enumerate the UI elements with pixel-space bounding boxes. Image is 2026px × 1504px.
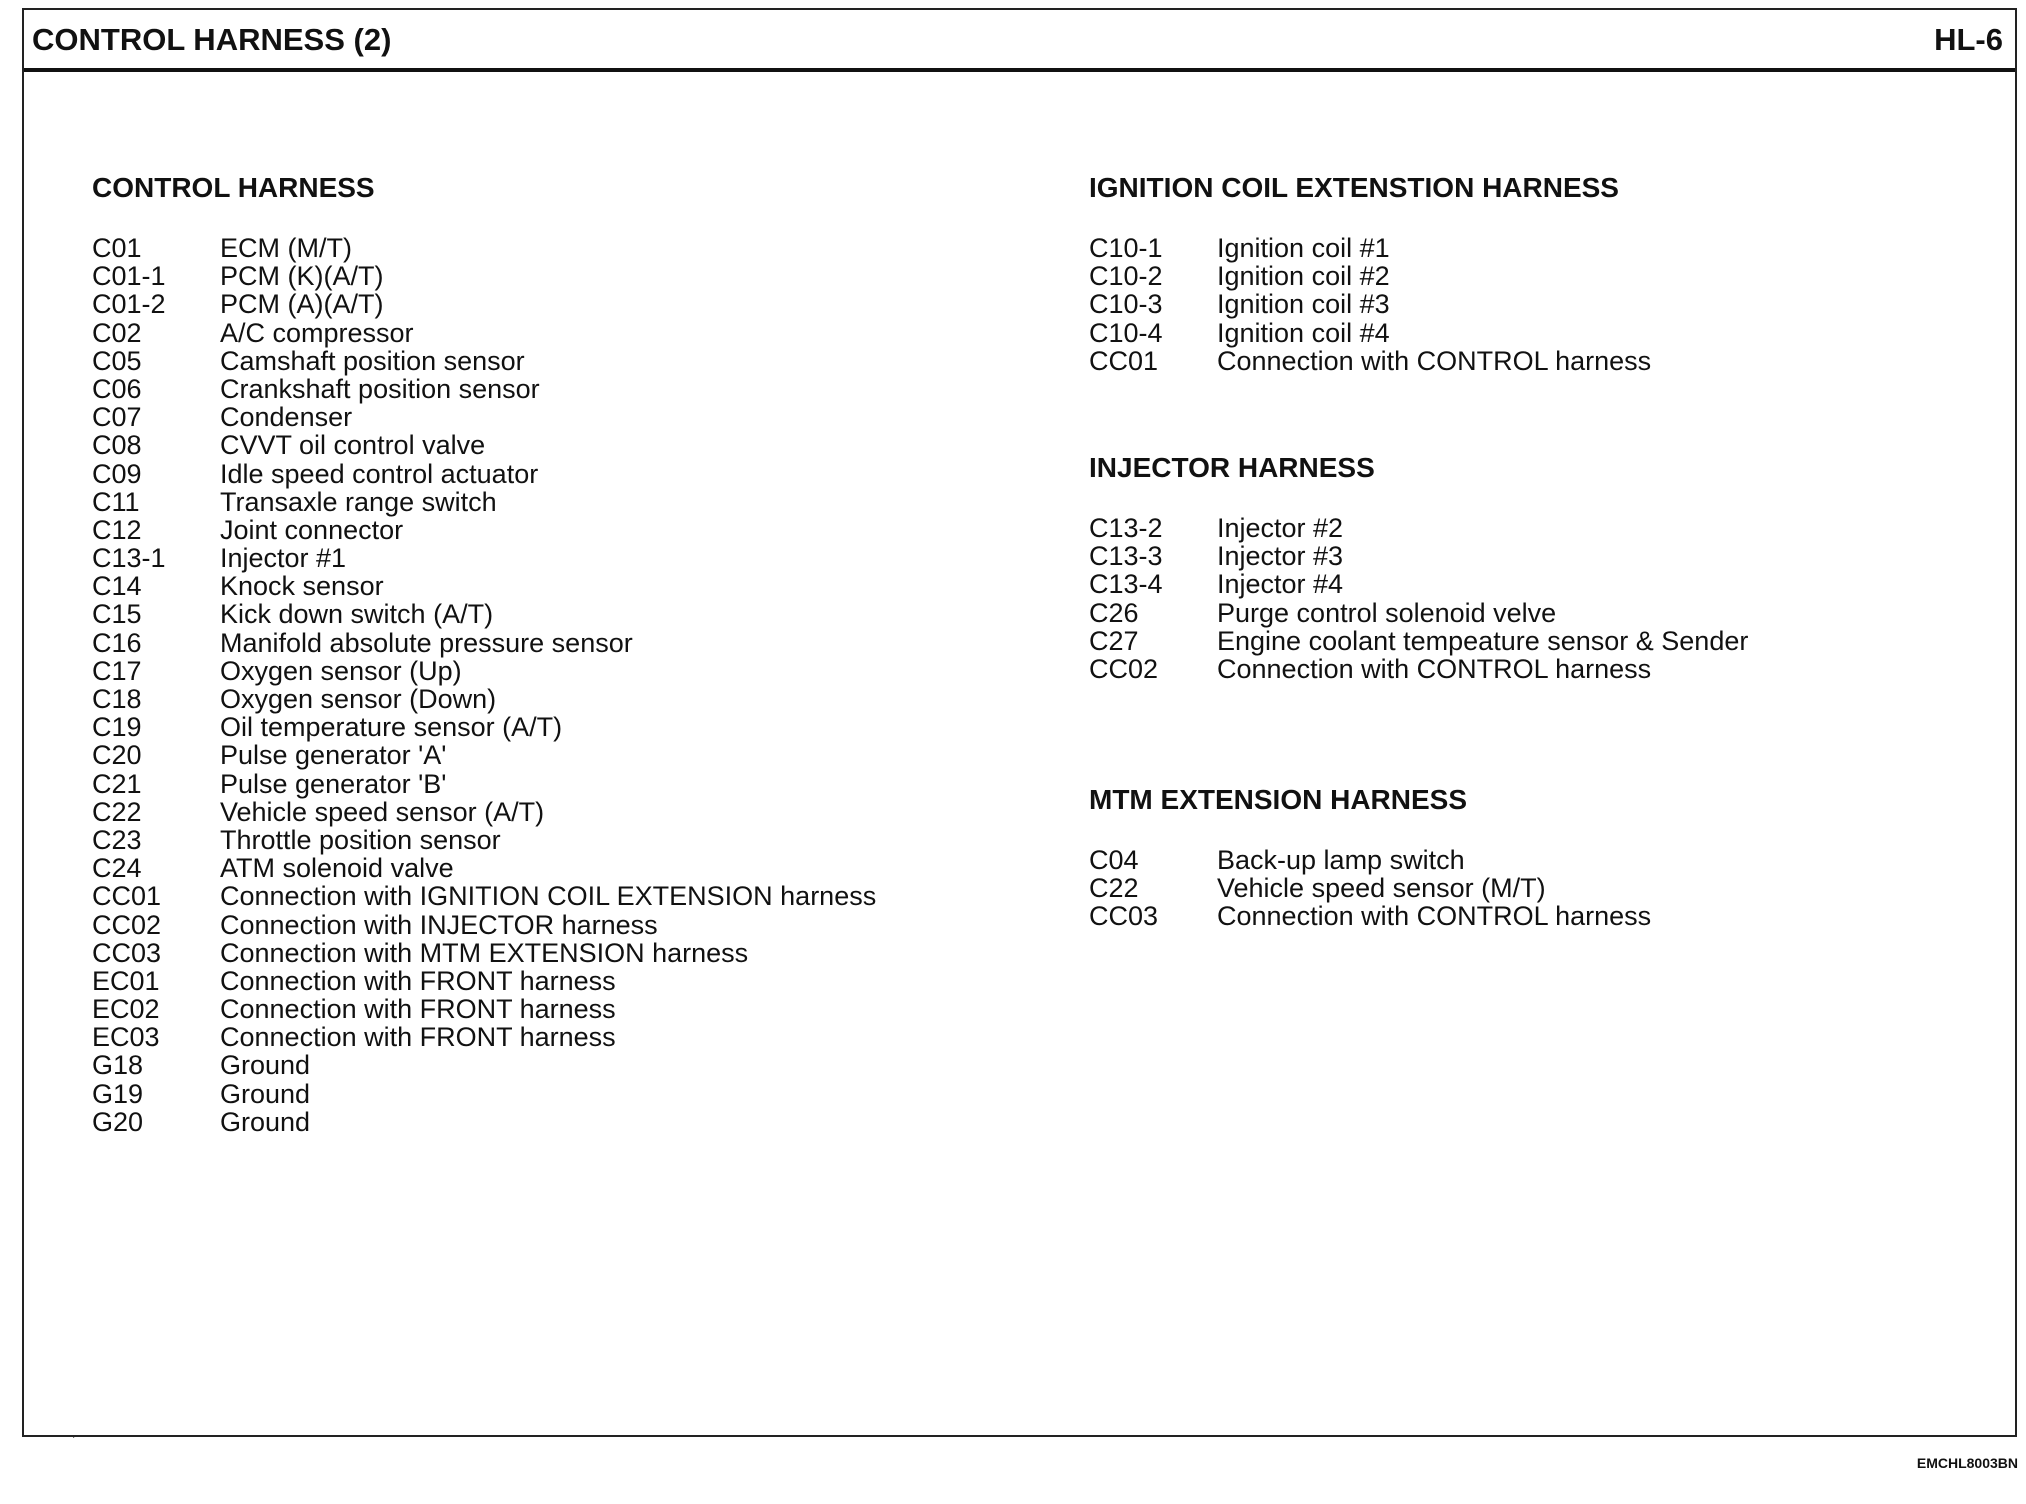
connector-description: Ground bbox=[220, 1106, 311, 1137]
connector-description: Manifold absolute pressure sensor bbox=[220, 627, 633, 658]
page-frame bbox=[22, 8, 2017, 1443]
connector-code: C13-3 bbox=[1089, 541, 1163, 572]
connector-description: A/C compressor bbox=[220, 317, 414, 348]
connector-code: G20 bbox=[92, 1106, 144, 1137]
connector-entry bbox=[92, 882, 992, 910]
connector-entry bbox=[92, 685, 992, 713]
connector-description: Ignition coil #4 bbox=[1217, 317, 1390, 348]
connector-entry bbox=[92, 1080, 992, 1108]
scan-mark: · bbox=[72, 1432, 76, 1443]
connector-entry bbox=[92, 488, 992, 516]
connector-entry bbox=[92, 234, 992, 262]
connector-description: Injector #3 bbox=[1217, 541, 1344, 572]
connector-description: Connection with FRONT harness bbox=[220, 1022, 616, 1053]
connector-description: Joint connector bbox=[220, 514, 404, 545]
connector-code: C05 bbox=[92, 345, 142, 376]
connector-list bbox=[1089, 846, 1989, 931]
connector-code: G19 bbox=[92, 1078, 144, 1109]
connector-description: Ignition coil #2 bbox=[1217, 261, 1390, 292]
connector-entry bbox=[1089, 347, 1989, 375]
connector-description: Purge control solenoid velve bbox=[1217, 597, 1557, 628]
connector-description: Condenser bbox=[220, 402, 353, 433]
connector-entry bbox=[92, 290, 992, 318]
connector-code: C12 bbox=[92, 514, 142, 545]
connector-entry bbox=[92, 262, 992, 290]
injector-harness-section bbox=[1089, 452, 1989, 683]
connector-code: C04 bbox=[1089, 845, 1139, 875]
connector-entry bbox=[1089, 599, 1989, 627]
connector-description: Kick down switch (A/T) bbox=[220, 599, 494, 630]
connector-entry bbox=[92, 826, 992, 854]
connector-description: Connection with MTM EXTENSION harness bbox=[220, 937, 749, 968]
connector-code: C07 bbox=[92, 402, 142, 433]
connector-code: C21 bbox=[92, 768, 142, 799]
connector-code: C09 bbox=[92, 458, 142, 489]
connector-entry bbox=[92, 713, 992, 741]
connector-code: CC02 bbox=[92, 909, 162, 940]
connector-code: CC01 bbox=[1089, 345, 1159, 376]
connector-code: C23 bbox=[92, 824, 142, 855]
connector-entry bbox=[92, 995, 992, 1023]
connector-description: Injector #1 bbox=[220, 543, 347, 574]
section-title: IGNITION COIL EXTENSTION HARNESS bbox=[1089, 172, 1619, 203]
connector-description: CVVT oil control valve bbox=[220, 430, 486, 461]
connector-code: C24 bbox=[92, 853, 142, 884]
connector-code: C13-2 bbox=[1089, 513, 1163, 543]
connector-code: CC03 bbox=[1089, 901, 1159, 932]
connector-code: EC01 bbox=[92, 965, 160, 996]
connector-code: C01-1 bbox=[92, 261, 166, 292]
connector-entry bbox=[92, 319, 992, 347]
connector-description: Crankshaft position sensor bbox=[220, 373, 540, 404]
connector-entry bbox=[92, 911, 992, 939]
connector-entry bbox=[92, 1023, 992, 1051]
connector-description: Camshaft position sensor bbox=[220, 345, 525, 376]
connector-list bbox=[1089, 234, 1989, 375]
connector-code: CC01 bbox=[92, 881, 162, 912]
connector-code: C19 bbox=[92, 712, 142, 743]
connector-entry bbox=[1089, 514, 1989, 542]
connector-description: Throttle position sensor bbox=[220, 824, 501, 855]
connector-code: C16 bbox=[92, 627, 142, 658]
connector-description: Ground bbox=[220, 1078, 311, 1109]
connector-description: Transaxle range switch bbox=[220, 486, 497, 517]
connector-entry bbox=[92, 460, 992, 488]
connector-entry bbox=[92, 741, 992, 769]
connector-entry bbox=[92, 798, 992, 826]
connector-description: Knock sensor bbox=[220, 571, 384, 602]
connector-entry bbox=[92, 967, 992, 995]
connector-description: Injector #4 bbox=[1217, 569, 1344, 600]
ignition-coil-harness-section bbox=[1089, 172, 1989, 375]
connector-code: C26 bbox=[1089, 597, 1139, 628]
connector-entry bbox=[92, 347, 992, 375]
connector-entry bbox=[1089, 262, 1989, 290]
connector-entry bbox=[1089, 902, 1989, 930]
connector-description: ATM solenoid valve bbox=[220, 853, 454, 884]
connector-code: C17 bbox=[92, 655, 142, 686]
connector-description: Ground bbox=[220, 1050, 311, 1081]
connector-entry bbox=[1089, 234, 1989, 262]
connector-code: C10-2 bbox=[1089, 261, 1163, 292]
connector-code: C10-3 bbox=[1089, 289, 1163, 320]
connector-entry bbox=[92, 600, 992, 628]
connector-entry bbox=[92, 1051, 992, 1079]
connector-code: C13-1 bbox=[92, 543, 166, 574]
connector-code: EC03 bbox=[92, 1022, 160, 1053]
connector-code: C01 bbox=[92, 233, 142, 263]
connector-entry bbox=[92, 375, 992, 403]
page-title: CONTROL HARNESS (2) bbox=[32, 22, 392, 57]
connector-description: Connection with CONTROL harness bbox=[1217, 901, 1652, 932]
connector-description: Pulse generator 'B' bbox=[220, 768, 447, 799]
connector-code: EC02 bbox=[92, 994, 160, 1025]
connector-description: Idle speed control actuator bbox=[220, 458, 539, 489]
connector-code: C18 bbox=[92, 684, 142, 714]
connector-entry bbox=[92, 1108, 992, 1136]
connector-entry bbox=[92, 403, 992, 431]
figure-code: EMCHL8003BN bbox=[1916, 1455, 2018, 1471]
connector-entry bbox=[92, 770, 992, 798]
connector-code: C08 bbox=[92, 430, 142, 461]
connector-entry bbox=[92, 431, 992, 459]
connector-entry bbox=[92, 629, 992, 657]
connector-code: C10-4 bbox=[1089, 317, 1163, 348]
connector-list bbox=[1089, 514, 1989, 683]
connector-description: ECM (M/T) bbox=[220, 233, 352, 263]
connector-description: Oil temperature sensor (A/T) bbox=[220, 712, 563, 743]
connector-description: Oxygen sensor (Up) bbox=[220, 655, 462, 686]
connector-code: C06 bbox=[92, 373, 142, 404]
connector-description: Oxygen sensor (Down) bbox=[220, 684, 497, 714]
connector-entry bbox=[1089, 655, 1989, 683]
connector-description: Connection with CONTROL harness bbox=[1217, 653, 1652, 684]
connector-description: Connection with FRONT harness bbox=[220, 965, 616, 996]
connector-code: C11 bbox=[92, 486, 140, 517]
connector-description: Connection with INJECTOR harness bbox=[220, 909, 658, 940]
connector-code: C01-2 bbox=[92, 289, 166, 320]
connector-description: Ignition coil #1 bbox=[1217, 233, 1390, 263]
connector-entry bbox=[92, 572, 992, 600]
connector-description: Injector #2 bbox=[1217, 513, 1344, 543]
connector-description: Vehicle speed sensor (A/T) bbox=[220, 796, 545, 827]
mtm-extension-harness-section bbox=[1089, 784, 1989, 931]
connector-entry bbox=[1089, 290, 1989, 318]
connector-description: PCM (A)(A/T) bbox=[220, 289, 384, 320]
connector-description: Connection with CONTROL harness bbox=[1217, 345, 1652, 376]
connector-description: Ignition coil #3 bbox=[1217, 289, 1390, 320]
connector-description: PCM (K)(A/T) bbox=[220, 261, 384, 292]
connector-code: C22 bbox=[92, 796, 142, 827]
connector-entry bbox=[1089, 627, 1989, 655]
connector-description: Connection with FRONT harness bbox=[220, 994, 616, 1025]
connector-code: C14 bbox=[92, 571, 142, 602]
section-title: INJECTOR HARNESS bbox=[1089, 452, 1375, 483]
connector-entry bbox=[1089, 542, 1989, 570]
connector-entry bbox=[1089, 319, 1989, 347]
connector-code: C27 bbox=[1089, 625, 1139, 656]
connector-entry bbox=[92, 854, 992, 882]
connector-code: CC02 bbox=[1089, 653, 1159, 684]
connector-code: C20 bbox=[92, 740, 142, 771]
connector-description: Connection with IGNITION COIL EXTENSION harness bbox=[220, 881, 877, 912]
section-title: CONTROL HARNESS bbox=[92, 172, 375, 203]
connector-description: Vehicle speed sensor (M/T) bbox=[1217, 873, 1546, 904]
connector-code: C15 bbox=[92, 599, 142, 630]
connector-code: C22 bbox=[1089, 873, 1139, 904]
connector-list bbox=[92, 234, 992, 1136]
connector-entry bbox=[1089, 846, 1989, 874]
connector-code: C10-1 bbox=[1089, 233, 1163, 263]
connector-entry bbox=[92, 516, 992, 544]
connector-description: Pulse generator 'A' bbox=[220, 740, 447, 771]
connector-code: CC03 bbox=[92, 937, 162, 968]
connector-entry bbox=[92, 657, 992, 685]
connector-entry bbox=[92, 939, 992, 967]
page-code: HL-6 bbox=[1934, 22, 2003, 57]
page-header bbox=[24, 10, 2015, 72]
connector-entry bbox=[92, 544, 992, 572]
connector-code: C13-4 bbox=[1089, 569, 1163, 600]
section-title: MTM EXTENSION HARNESS bbox=[1089, 784, 1468, 815]
connector-description: Back-up lamp switch bbox=[1217, 845, 1465, 875]
connector-code: G18 bbox=[92, 1050, 144, 1081]
control-harness-section bbox=[92, 172, 992, 1136]
connector-entry bbox=[1089, 570, 1989, 598]
connector-description: Engine coolant tempeature sensor & Sender bbox=[1217, 625, 1749, 656]
connector-entry bbox=[1089, 874, 1989, 902]
connector-code: C02 bbox=[92, 317, 142, 348]
